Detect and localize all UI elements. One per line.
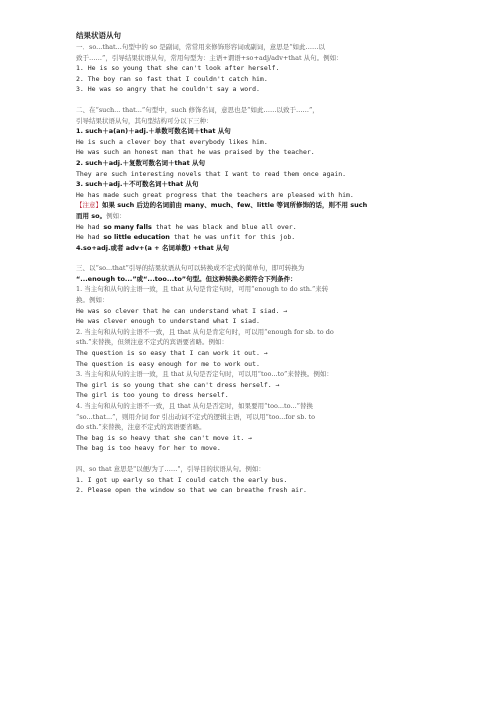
- note-example-post: that he was unfit for this job.: [169, 233, 296, 242]
- example-sentence: He was so clever that he can understand what I siad. →: [76, 306, 288, 315]
- note-example: [76, 222, 431, 233]
- note-text-2: 而用 so。: [76, 211, 107, 220]
- example-sentence: He is such a clever boy that everybody likes him.: [76, 137, 268, 146]
- example-sentence: He was clever enough to understand what I siad.: [76, 317, 260, 326]
- section-3-intro: “...enough to...”或“...too...to”句型。但这种转换必须符合下列条件：: [76, 274, 297, 283]
- note-example-post: that he was black and blue all over.: [151, 222, 297, 231]
- pattern-heading-1: 1. such＋a(an)＋adj.＋单数可数名词＋that 从句: [76, 127, 231, 136]
- example-sentence: He was such an honest man that he was praised by the teacher.: [76, 148, 315, 157]
- pattern-heading-4: 4.so+adj.或者 adv+(a + 名词单数) +that 从句: [76, 243, 229, 252]
- rule-line: 3. 当主句和从句的主语一致，且 that 从句是否定句时，可以用“too...to”来替换。例如：: [76, 370, 333, 379]
- pattern-heading-2: 2. such＋adj.＋复数可数名词＋that 从句: [76, 158, 205, 167]
- example-sentence: He has made such great progress that the teachers are pleased with him.: [76, 190, 354, 199]
- note-example-pre: He had: [76, 222, 104, 231]
- section-3-body: [76, 284, 431, 454]
- section-1-line: 致于……”，引导结果状语从句，常用句型为：主语+谓语+so+adj/adv+that 从句。例如：: [76, 53, 343, 62]
- rule-line: 1. 当主句和从句的主语一致，且 that 从句是肯定句时，可用“enough to do sth.”来转: [76, 285, 329, 294]
- rule-line: do sth.”来替换，注意不定式的宾语要省略。: [76, 423, 206, 432]
- note-line: [76, 200, 431, 211]
- example-sentence: 1. He is so young that she can't look after herself.: [76, 64, 280, 73]
- note-example: [76, 232, 431, 243]
- section-4-intro: 四、so that 意思是"以便/为了……"，引导目的状语从句。例如：: [76, 464, 265, 473]
- example-sentence: They are such interesting novels that I want to read them once again.: [76, 169, 347, 178]
- example-sentence: 2. Please open the window so that we can breathe fresh air.: [76, 486, 307, 495]
- section-3-intro: 三、以“so...that”引导的结果状语从句可以转换成不定式的简单句，即可转换为: [76, 264, 305, 273]
- example-sentence: The girl is so young that she can't dress herself. →: [76, 380, 280, 389]
- document-page: [76, 30, 431, 496]
- section-2-intro: 二、在“such... that...”句型中，such 修饰名词，意思也是“如此……以致于……”，: [76, 105, 319, 114]
- example-sentence: The bag is too heavy for her to move.: [76, 444, 221, 453]
- example-sentence: The question is easy enough for me to work out.: [76, 359, 260, 368]
- page-title: 结果状语从句: [76, 31, 121, 40]
- rule-line: “so...that...”，则用介词 for 引出动词不定式的逻辑主语，可以用“too...for sb. to: [76, 412, 316, 421]
- note-tag: 【注意】: [76, 201, 102, 210]
- example-sentence: 3. He was so angry that he couldn't say a word.: [76, 85, 260, 94]
- rule-line: sth.”来替换，但须注意不定式的宾语要省略。例如：: [76, 338, 229, 347]
- note-text: 如果 such 后边的名词前由 many、much、few、little 等词所修饰的话，则不用 such: [102, 201, 368, 210]
- section-1-line: 一．so...that...句型中的 so 是副词，常常用来修饰形容词或副词，意思是“如此……以: [76, 43, 326, 51]
- pattern-heading-3: 3. such＋adj.＋不可数名词＋that 从句: [76, 180, 199, 189]
- example-sentence: The question is so easy that I can work it out. →: [76, 349, 268, 358]
- rule-line: 2. 当主句和从句的主语不一致，且 that 从句是肯定句时，可以用“enough for sb. to do: [76, 327, 334, 336]
- example-sentence: The bag is so heavy that she can't move it. →: [76, 433, 253, 442]
- note-suffix: 例如：: [106, 211, 126, 220]
- example-sentence: 1. I got up early so that I could catch the early bus.: [76, 475, 288, 484]
- section-2-intro: 引导结果状语从句，其句型结构可分以下三种：: [76, 116, 213, 125]
- section-1: [76, 42, 431, 95]
- rule-line: 4. 当主句和从句的主语不一致，且 that 从句是否定时，如果要用“too...to...”替换: [76, 402, 313, 410]
- rule-line: 换。例如：: [76, 296, 109, 305]
- example-sentence: 2. The boy ran so fast that I couldn't catch him.: [76, 74, 268, 83]
- section-2: [76, 105, 431, 253]
- note-example-bold: so little education: [103, 233, 170, 242]
- note-example-bold: so many falls: [103, 222, 152, 231]
- section-4: [76, 464, 431, 496]
- note-example-pre: He had: [76, 233, 104, 242]
- section-3: [76, 263, 431, 454]
- example-sentence: The girl is too young to dress herself.: [76, 391, 229, 400]
- note-line: [76, 211, 431, 222]
